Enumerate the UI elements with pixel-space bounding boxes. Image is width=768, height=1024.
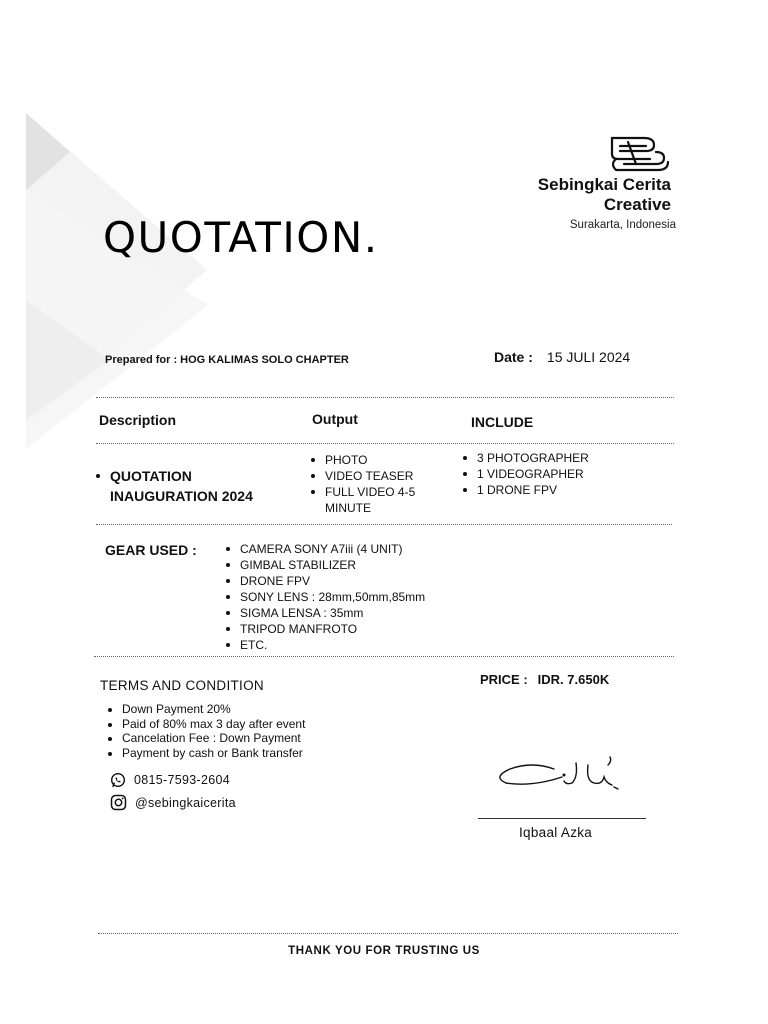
price-block — [480, 672, 619, 687]
include-list — [463, 450, 643, 498]
header-output: Output — [312, 411, 358, 427]
price-label: PRICE : — [480, 672, 528, 687]
price-value: IDR. 7.650K — [537, 672, 610, 687]
gear-item: GIMBAL STABILIZER — [226, 557, 486, 573]
divider — [96, 524, 672, 525]
divider — [96, 397, 674, 398]
date-label: Date : — [494, 349, 533, 365]
header-include: INCLUDE — [471, 414, 534, 430]
gear-item: DRONE FPV — [226, 573, 486, 589]
whatsapp-icon — [110, 772, 126, 788]
output-item: FULL VIDEO 4-5 MINUTE — [311, 484, 436, 516]
prepared-for: Prepared for : HOG KALIMAS SOLO CHAPTER — [105, 354, 349, 366]
gear-item: TRIPOD MANFROTO — [226, 621, 486, 637]
signature — [492, 755, 622, 800]
include-item: 3 PHOTOGRAPHER — [463, 450, 643, 466]
gear-item: SONY LENS : 28mm,50mm,85mm — [226, 589, 486, 605]
company-name-line2: Creative — [603, 195, 671, 214]
terms-item: Payment by cash or Bank transfer — [108, 746, 368, 761]
terms-title: TERMS AND CONDITION — [100, 678, 264, 693]
phone-number: 0815-7593-2604 — [134, 773, 230, 787]
company-name-line1: Sebingkai Cerita — [537, 175, 671, 194]
gear-item: ETC. — [226, 637, 486, 653]
instagram-icon — [110, 794, 127, 811]
gear-item: CAMERA SONY A7iii (4 UNIT) — [226, 541, 486, 557]
description-item: QUOTATION INAUGURATION 2024 — [96, 466, 286, 506]
divider — [98, 933, 678, 934]
description-list — [96, 466, 286, 506]
output-item: VIDEO TEASER — [311, 468, 436, 484]
terms-item: Cancelation Fee : Down Payment — [108, 731, 368, 746]
footer-thanks: THANK YOU FOR TRUSTING US — [288, 945, 480, 957]
terms-item: Paid of 80% max 3 day after event — [108, 717, 368, 732]
signatory-name: Iqbaal Azka — [519, 825, 593, 840]
contact-phone — [110, 772, 230, 788]
terms-item: Down Payment 20% — [108, 702, 368, 717]
output-item: PHOTO — [311, 452, 436, 468]
terms-list — [108, 702, 368, 760]
date-block — [494, 349, 630, 365]
date-value: 15 JULI 2024 — [546, 349, 631, 365]
page-title: QUOTATION. — [103, 213, 379, 262]
include-item: 1 VIDEOGRAPHER — [463, 466, 643, 482]
signature-line — [478, 818, 646, 819]
instagram-handle: @sebingkaicerita — [135, 795, 236, 810]
divider — [94, 656, 674, 657]
header-description: Description — [99, 412, 177, 428]
company-logo — [606, 134, 672, 174]
output-list — [311, 452, 436, 516]
company-location: Surakarta, Indonesia — [569, 219, 676, 231]
company-name — [538, 175, 671, 215]
gear-used-label: GEAR USED : — [105, 542, 197, 558]
divider — [96, 443, 674, 444]
contact-instagram — [110, 794, 236, 811]
gear-list — [226, 541, 486, 653]
gear-item: SIGMA LENSA : 35mm — [226, 605, 486, 621]
include-item: 1 DRONE FPV — [463, 482, 643, 498]
